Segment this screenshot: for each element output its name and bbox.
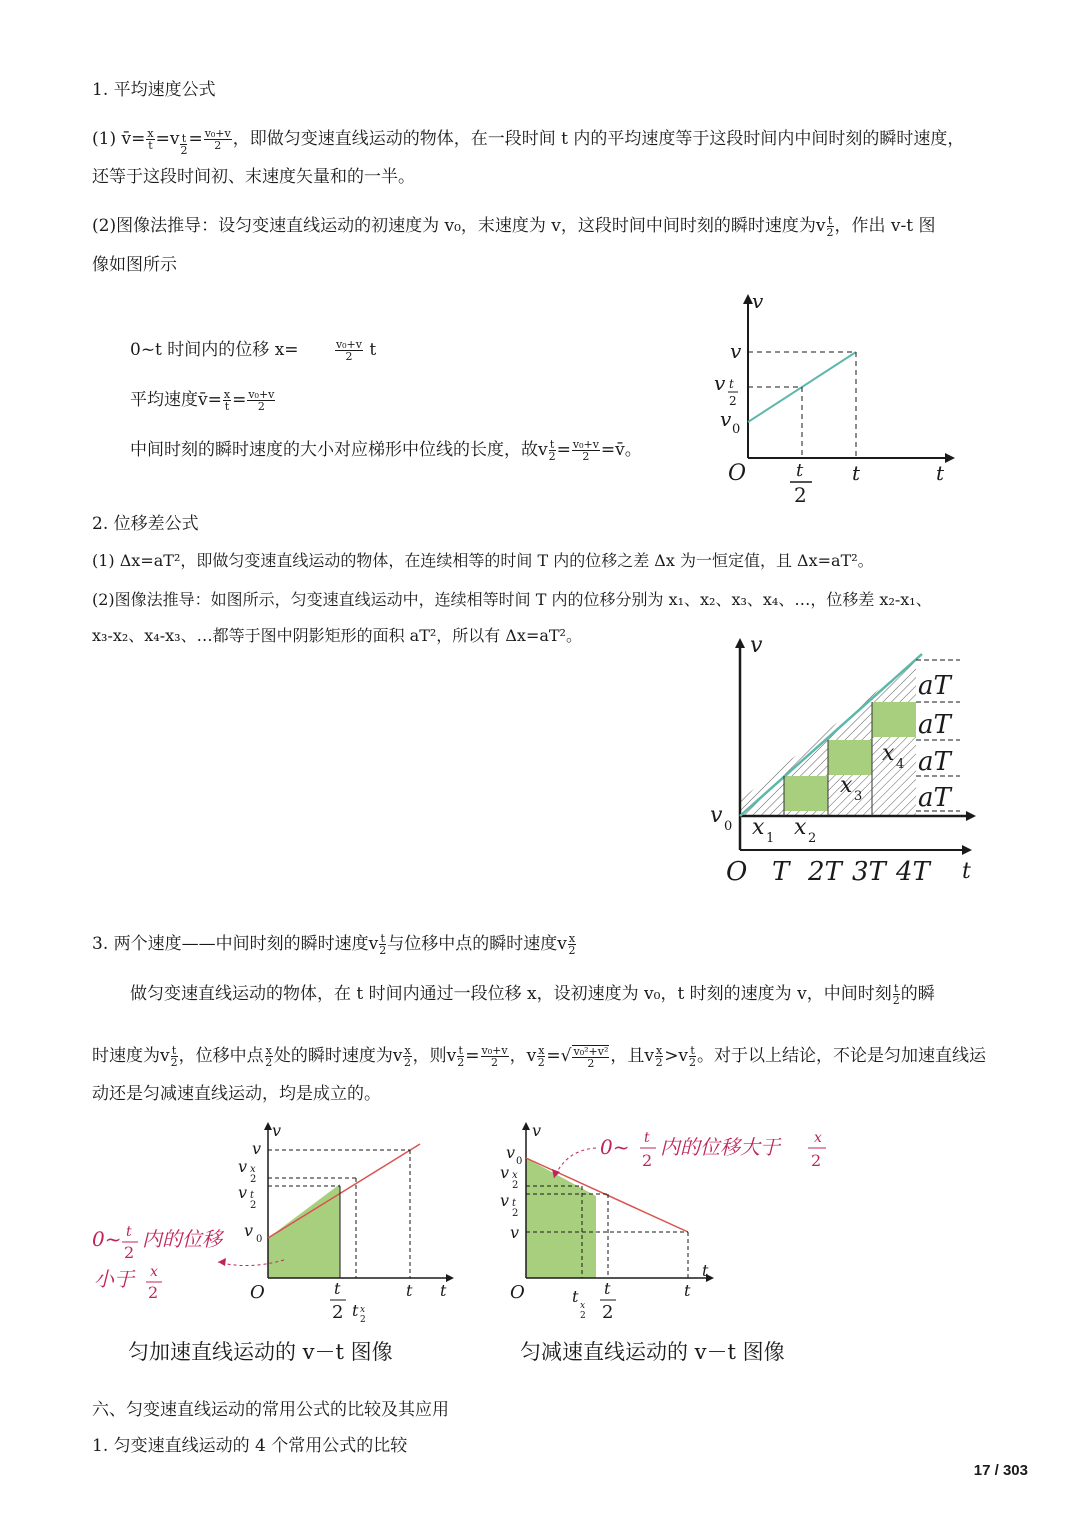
aT-label-3: aT <box>918 747 951 777</box>
svg-text:2: 2 <box>148 1283 159 1302</box>
mid-tail: =v̄。 <box>600 440 642 460</box>
svg-text:t: t <box>644 1130 650 1146</box>
vt2-label: v <box>714 371 726 395</box>
note-left-c: 小于 <box>94 1267 134 1291</box>
t-half-num: t <box>796 460 804 481</box>
origin-label: O <box>728 461 747 486</box>
section2-title: 2. 位移差公式 <box>92 514 199 534</box>
x3-label: x <box>840 773 853 798</box>
svg-text:2: 2 <box>729 394 737 408</box>
mid-text: 中间时刻的瞬时速度的大小对应梯形中位线的长度，故 <box>130 440 538 460</box>
v0-label-2: v <box>710 803 723 828</box>
svg-text:2: 2 <box>580 1311 586 1321</box>
formula-vt2: v $\frac{t}{2}$ <box>815 214 834 239</box>
x4-label: x <box>882 741 895 766</box>
svg-text:2: 2 <box>360 1315 366 1325</box>
svg-text:2: 2 <box>332 1302 344 1323</box>
svg-text:4: 4 <box>896 757 905 772</box>
x1-label: x <box>752 815 765 840</box>
svg-text:t: t <box>352 1301 359 1320</box>
s3-l2-c: 处的瞬时速度为 <box>273 1046 393 1066</box>
s3-l2-a: 时速度为 <box>92 1046 160 1066</box>
svg-text:x: x <box>250 1164 256 1175</box>
svg-text:x: x <box>814 1130 822 1146</box>
para2-text: (2)图像法推导：设匀变速直线运动的初速度为 v₀，末速度为 v，这段时间中间时刻的瞬时速度为 <box>92 216 816 236</box>
para2-tail: ，作出 v-t 图 <box>834 216 936 236</box>
disp-label: 0~t 时间内的位移 x= <box>130 340 299 360</box>
section2-para1: (1) Δx=aT²，即做匀变速直线运动的物体，在连续相等的时间 T 内的位移之差 Δx 为一恒定值，且 Δx=aT²。 <box>92 551 874 570</box>
svg-text:2: 2 <box>124 1243 135 1262</box>
aT-label-1: aT <box>918 671 951 701</box>
svg-text:2: 2 <box>250 1174 257 1185</box>
svg-text:v: v <box>238 1157 248 1176</box>
section6-sub: 1. 匀变速直线运动的 4 个常用公式的比较 <box>92 1436 408 1456</box>
axis-v-label-2: v <box>750 633 763 658</box>
origin-label-2: O <box>726 857 748 887</box>
svg-text:2: 2 <box>250 1200 257 1211</box>
v0-label: v <box>720 407 732 431</box>
axis-t-label: t <box>936 461 945 485</box>
svg-text:v: v <box>510 1223 520 1242</box>
aT-label-4: aT <box>918 783 951 813</box>
svg-text:0: 0 <box>516 1156 523 1167</box>
svg-text:v: v <box>500 1163 510 1182</box>
section3-para-line1: 做匀变速直线运动的物体，在 t 时间内通过一段位移 x，设初速度为 v₀，t 时刻的速度为 v，中间时刻 $\frac{t}{2}$ 的瞬 <box>130 982 935 1007</box>
avg-formula: 平均速度v̄= $\frac{x}{t}$ = $\frac{\text{v₀+v}}{2}$ <box>130 388 275 413</box>
svg-text:t: t <box>684 1281 691 1300</box>
x2-label: x <box>794 815 807 840</box>
t-end-label: t <box>852 461 861 485</box>
svg-text:x: x <box>580 1301 586 1311</box>
svg-text:t: t <box>250 1190 255 1201</box>
svg-text:2: 2 <box>642 1151 653 1170</box>
section1-para1-line2: 还等于这段时间初、末速度矢量和的一半。 <box>92 167 415 187</box>
svg-text:2: 2 <box>512 1208 519 1219</box>
v-end-label: v <box>730 339 742 363</box>
svg-text:2: 2 <box>602 1302 614 1323</box>
svg-text:0: 0 <box>724 819 733 834</box>
svg-text:t: t <box>334 1279 341 1298</box>
svg-text:v: v <box>244 1221 254 1240</box>
axis-t-label-2: t <box>962 859 971 884</box>
vt-graph-accel <box>88 1120 468 1330</box>
s3-l2-e: ，且 <box>610 1046 645 1066</box>
svg-text:t: t <box>702 1261 709 1280</box>
para1-prefix: (1) <box>92 129 117 149</box>
s3-line1-tail: 的瞬 <box>900 984 935 1004</box>
page-number: 17 / 303 <box>973 1462 1028 1479</box>
svg-text:t: t <box>126 1224 132 1240</box>
svg-text:v: v <box>272 1121 282 1140</box>
vt-graph-2 <box>700 630 990 890</box>
s3-l2-f: 。对于以上结论，不论是匀加速直线运 <box>697 1046 987 1066</box>
section1-para1 <box>92 127 964 156</box>
section2-para2: (2)图像法推导：如图所示，匀变速直线运动中，连续相等时间 T 内的位移分别为 x₁、x₂、x₃、x₄、…，位移差 x₂-x₁、 <box>92 590 932 609</box>
note-right-b: 内的位移大于 <box>660 1135 780 1159</box>
formula-avg-velocity: v̄= $\frac{x}{t}$ =v $\frac{t}{2}$ = $\frac{\text{v₀+v}}{2}$ <box>121 127 231 157</box>
note-left-b: 内的位移 <box>142 1227 222 1251</box>
svg-text:t: t <box>729 377 734 391</box>
svg-text:0: 0 <box>732 422 741 437</box>
section3-title: 3. 两个速度——中间时刻的瞬时速度v $\frac{t}{2}$ 与位移中点的瞬时速度v $\frac{x}{2}$ <box>92 932 576 957</box>
t-half-den: 2 <box>794 483 807 507</box>
s3-title-mid: 与位移中点的瞬时速度 <box>387 934 558 954</box>
note-left-a: 0~ <box>92 1227 122 1251</box>
section1-para2-line2: 像如图所示 <box>92 255 177 275</box>
svg-text:v: v <box>238 1183 248 1202</box>
svg-text:t: t <box>572 1287 579 1306</box>
tick-3T: 3T <box>852 857 886 887</box>
svg-text:v: v <box>500 1191 510 1210</box>
svg-text:2: 2 <box>512 1180 519 1191</box>
section1-para2 <box>92 214 936 238</box>
section1-title: 1. 平均速度公式 <box>92 80 216 100</box>
svg-text:v: v <box>252 1139 262 1158</box>
svg-text:x: x <box>150 1264 158 1280</box>
note-right-a: 0~ <box>600 1135 630 1159</box>
vt-graph-1 <box>700 290 960 510</box>
tick-2T: 2T <box>808 857 842 887</box>
svg-text:x: x <box>360 1305 366 1315</box>
s3-l2-b: ，位移中点 <box>178 1046 264 1066</box>
svg-text:t: t <box>406 1281 413 1300</box>
avg-label: 平均速度 <box>130 390 198 410</box>
s3-l2-d: ，则 <box>412 1046 447 1066</box>
caption-decel: 匀减速直线运动的 v－t 图像 <box>520 1340 785 1364</box>
svg-text:3: 3 <box>854 789 863 804</box>
svg-text:t: t <box>440 1281 447 1300</box>
svg-text:1: 1 <box>766 831 775 846</box>
svg-text:v: v <box>532 1121 542 1140</box>
para1-text: ，即做匀变速直线运动的物体，在一段时间 t 内的平均速度等于这段时间内中间时刻的瞬时速度， <box>232 129 965 149</box>
section6-title: 六、匀变速直线运动的常用公式的比较及其应用 <box>92 1400 449 1419</box>
aT-label-2: aT <box>918 710 951 740</box>
vt-graph-decel <box>496 1120 836 1330</box>
svg-text:0: 0 <box>256 1234 263 1245</box>
svg-text:2: 2 <box>808 831 817 846</box>
mid-formula: 中间时刻的瞬时速度的大小对应梯形中位线的长度，故v $\frac{t}{2}$ = $\frac{\text{v₀+v}}{2}$ =v̄。 <box>130 438 642 463</box>
tick-T: T <box>772 857 790 887</box>
svg-text:2: 2 <box>811 1151 822 1170</box>
svg-text:v: v <box>506 1143 516 1162</box>
caption-accel: 匀加速直线运动的 v－t 图像 <box>128 1340 393 1364</box>
disp-formula: 0~t 时间内的位移 x= $\frac{\text{v₀+v}}{2}$ t <box>130 338 377 363</box>
axis-v-label: v <box>752 290 764 313</box>
section2-para2-line2: x₃-x₂、x₄-x₃、…都等于图中阴影矩形的面积 aT²，所以有 Δx=aT²。 <box>92 626 582 645</box>
tick-4T: 4T <box>896 857 930 887</box>
svg-text:t: t <box>604 1279 611 1298</box>
section3-para-line3: 动还是匀减速直线运动，均是成立的。 <box>92 1084 381 1104</box>
section3-para-line2: 时速度为v $\frac{t}{2}$ ，位移中点 $\frac{x}{2}$ 处的瞬时速度为v $\frac{x}{2}$ ，则v $\frac{t}{2}$ = $\frac{\text{v₀+v}}{2}$ ，v $\frac{x}{2}$ =√ $\frac{\text{v₀²+v²}}{2}$ ，且v $\frac{x}{2}$ >v $\frac{t}{2}$ 。对于以上结论，不论是匀加速直线运 <box>92 1044 987 1070</box>
svg-text:O: O <box>510 1282 525 1303</box>
s3-title-prefix: 3. 两个速度——中间时刻的瞬时速度 <box>92 934 369 954</box>
svg-text:x: x <box>512 1170 518 1181</box>
svg-text:t: t <box>512 1198 517 1209</box>
s3-line1: 做匀变速直线运动的物体，在 t 时间内通过一段位移 x，设初速度为 v₀，t 时刻的速度为 v，中间时刻 <box>130 984 892 1004</box>
svg-text:O: O <box>250 1282 265 1303</box>
